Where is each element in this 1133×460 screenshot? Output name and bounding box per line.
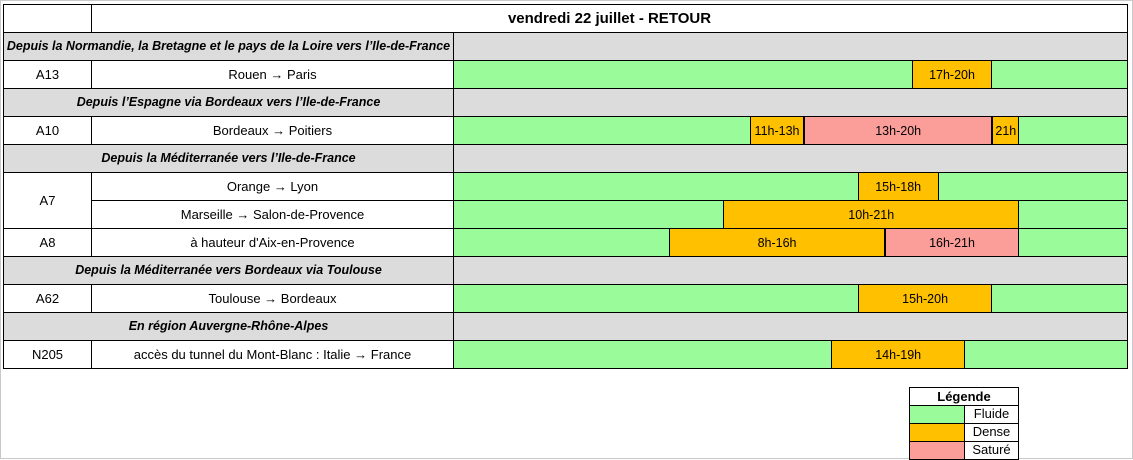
legend-row-dense [910, 424, 1018, 442]
section-header-cell: Depuis la Normandie, la Bretagne et le pays de la Loire vers l’Ile-de-France [4, 33, 454, 61]
road-row [4, 201, 1128, 229]
traffic-segment-dense: 15h-20h [858, 285, 993, 312]
legend-swatch-sature [910, 442, 965, 459]
section-timeline-filler [454, 33, 1128, 61]
road-code-cell: A13 [4, 61, 92, 89]
traffic-segment-dense: 11h-13h [750, 117, 804, 144]
route-cell: Toulouse → Bordeaux [92, 285, 454, 313]
legend-label-sature: Saturé [972, 442, 1011, 457]
legend [909, 387, 1019, 460]
timeline-track-fluide [454, 173, 1127, 200]
legend-items [910, 406, 1018, 459]
section-timeline-filler [454, 89, 1128, 117]
section-row [4, 89, 1128, 117]
corner-spacer [4, 5, 92, 33]
timeline-cell [454, 341, 1128, 369]
title-row [4, 5, 1128, 33]
timeline-track-fluide [454, 201, 1127, 228]
traffic-table [3, 4, 1128, 369]
table-body [4, 33, 1128, 369]
legend-swatch-fluide [910, 406, 965, 423]
legend-label-dense: Dense [972, 424, 1011, 439]
road-row [4, 117, 1128, 145]
legend-label-fluide: Fluide [973, 406, 1010, 421]
traffic-segment-dense: 17h-20h [912, 61, 993, 88]
route-cell: à hauteur d'Aix-en-Provence [92, 229, 454, 257]
legend-row-sature [910, 442, 1018, 459]
section-header-cell: En région Auvergne-Rhône-Alpes [4, 313, 454, 341]
section-header-cell: Depuis la Méditerranée vers Bordeaux via Toulouse [4, 257, 454, 285]
timeline-track-fluide [454, 341, 1127, 368]
timeline-track-fluide [454, 117, 1127, 144]
legend-title: Légende [910, 388, 1018, 406]
timeline-cell [454, 61, 1128, 89]
road-code-cell: A10 [4, 117, 92, 145]
section-header-cell: Depuis la Méditerranée vers l’Ile-de-France [4, 145, 454, 173]
timeline-cell [454, 201, 1128, 229]
timeline-track-fluide [454, 229, 1127, 256]
page-title: vendredi 22 juillet - RETOUR [92, 5, 1128, 33]
road-code-cell: A62 [4, 285, 92, 313]
section-timeline-filler [454, 145, 1128, 173]
road-row [4, 285, 1128, 313]
road-row [4, 61, 1128, 89]
traffic-segment-dense: 8h-16h [669, 229, 884, 256]
road-row [4, 173, 1128, 201]
route-cell: Marseille → Salon-de-Provence [92, 201, 454, 229]
traffic-segment-sature: 16h-21h [885, 229, 1020, 256]
section-row [4, 33, 1128, 61]
legend-row-fluide [910, 406, 1018, 424]
traffic-segment-dense: 15h-18h [858, 173, 939, 200]
road-code-cell: A7 [4, 173, 92, 229]
traffic-segment-dense: 14h-19h [831, 341, 966, 368]
legend-swatch-dense [910, 424, 965, 441]
timeline-cell [454, 285, 1128, 313]
traffic-segment-sature: 13h-20h [804, 117, 992, 144]
road-code-cell: A8 [4, 229, 92, 257]
timeline-cell [454, 229, 1128, 257]
road-code-cell: N205 [4, 341, 92, 369]
route-cell: Orange → Lyon [92, 173, 454, 201]
route-cell: Rouen → Paris [92, 61, 454, 89]
section-row [4, 257, 1128, 285]
traffic-segment-dense: 10h-21h [723, 201, 1019, 228]
timeline-cell [454, 117, 1128, 145]
section-row [4, 145, 1128, 173]
timeline-track-fluide [454, 61, 1127, 88]
route-cell: Bordeaux → Poitiers [92, 117, 454, 145]
timeline-cell [454, 173, 1128, 201]
section-timeline-filler [454, 257, 1128, 285]
road-row [4, 341, 1128, 369]
section-header-cell: Depuis l’Espagne via Bordeaux vers l’Ile-de-France [4, 89, 454, 117]
section-row [4, 313, 1128, 341]
route-cell: accès du tunnel du Mont-Blanc : Italie → France [92, 341, 454, 369]
road-row [4, 229, 1128, 257]
timeline-track-fluide [454, 285, 1127, 312]
traffic-segment-dense: 21h [992, 117, 1019, 144]
section-timeline-filler [454, 313, 1128, 341]
